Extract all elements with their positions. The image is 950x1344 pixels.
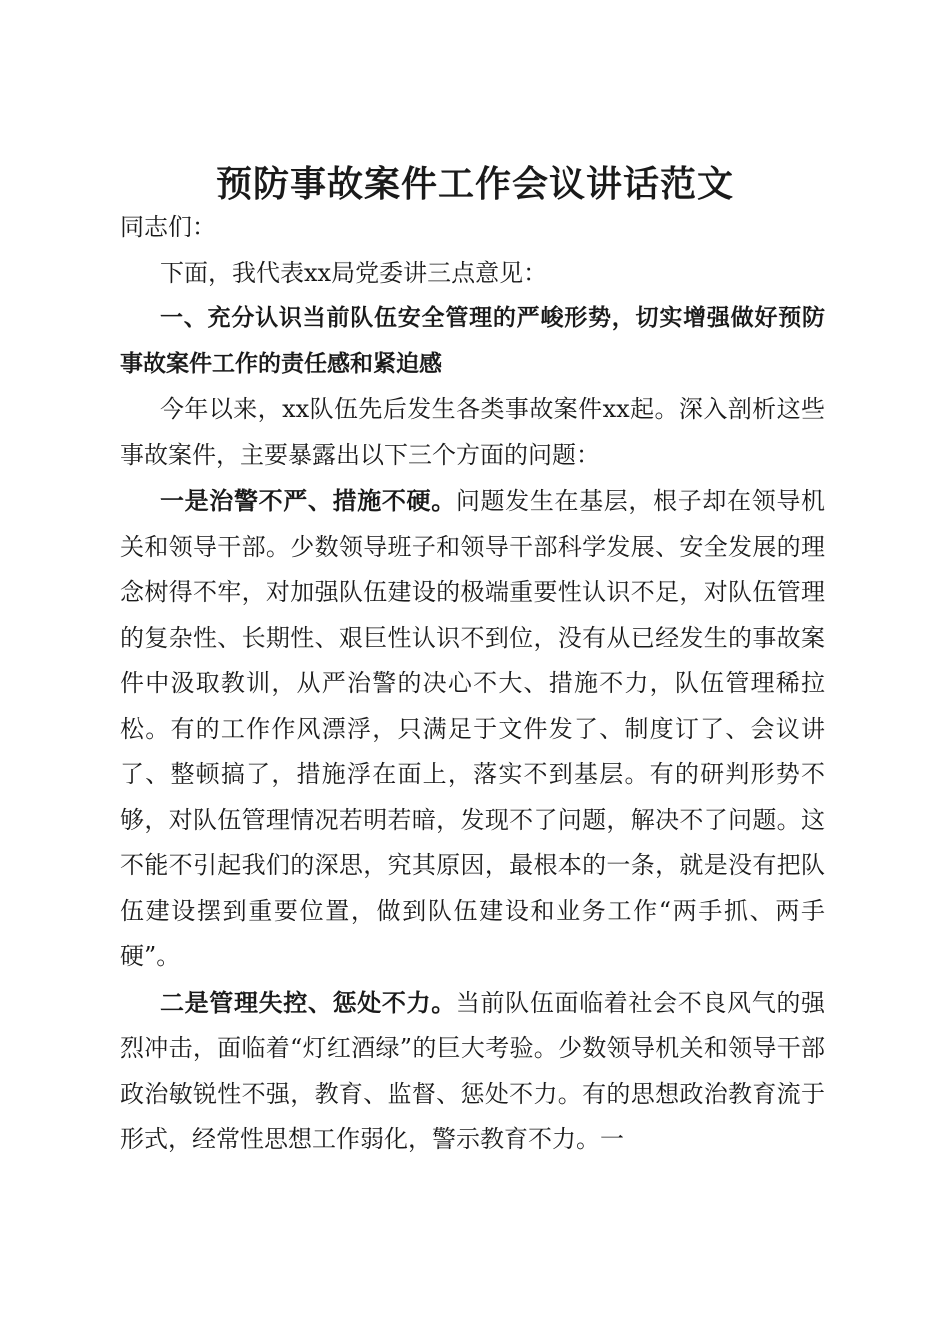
- salutation: 同志们：: [120, 213, 216, 241]
- point-two-text: 当前队伍面临着社会不良风气的强烈冲击，面临着“灯红酒绿”的巨大考验。少数领导机关和领导干部政治敏锐性不强，教育、监督、惩处不力。有的思想政治教育流于形式，经常性思想工作弱化，警示教育不力。一: [120, 988, 826, 1153]
- paragraph-point-one: [120, 478, 825, 980]
- paragraph-overview: 今年以来，xx队伍先后发生各类事故案件xx起。深入剖析这些事故案件，主要暴露出以下三个方面的问题：: [120, 395, 825, 469]
- paragraph-point-two: [120, 980, 825, 1163]
- point-two-lead: 二是管理失控、惩处不力。: [160, 987, 456, 1017]
- point-one-text: 问题发生在基层，根子却在领导机关和领导干部。少数领导班子和领导干部科学发展、安全发展的理念树得不牢，对加强队伍建设的极端重要性认识不足，对队伍管理的复杂性、长期性、艰巨性认识不到位，没有从已经发生的事故案件中汲取教训，从严治警的决心不大、措施不力，队伍管理稀拉松。有的工作作风漂浮，只满足于文件发了、制度订了、会议讲了、整顿搞了，措施浮在面上，落实不到基层。有的研判形势不够，对队伍管理情况若明若暗，发现不了问题，解决不了问题。这不能不引起我们的深思，究其原因，最根本的一条，就是没有把队伍建设摆到重要位置，做到队伍建设和业务工作“两手抓、两手硬”。: [120, 487, 826, 970]
- document-body: [120, 205, 825, 1163]
- document-title: 预防事故案件工作会议讲话范文: [215, 163, 734, 206]
- section-heading: 一、充分认识当前队伍安全管理的严峻形势，切实增强做好预防事故案件工作的责任感和紧迫感: [120, 305, 825, 377]
- intro-paragraph: 下面，我代表xx局党委讲三点意见：: [160, 258, 548, 287]
- point-one-lead: 一是治警不严、措施不硬。: [160, 486, 456, 515]
